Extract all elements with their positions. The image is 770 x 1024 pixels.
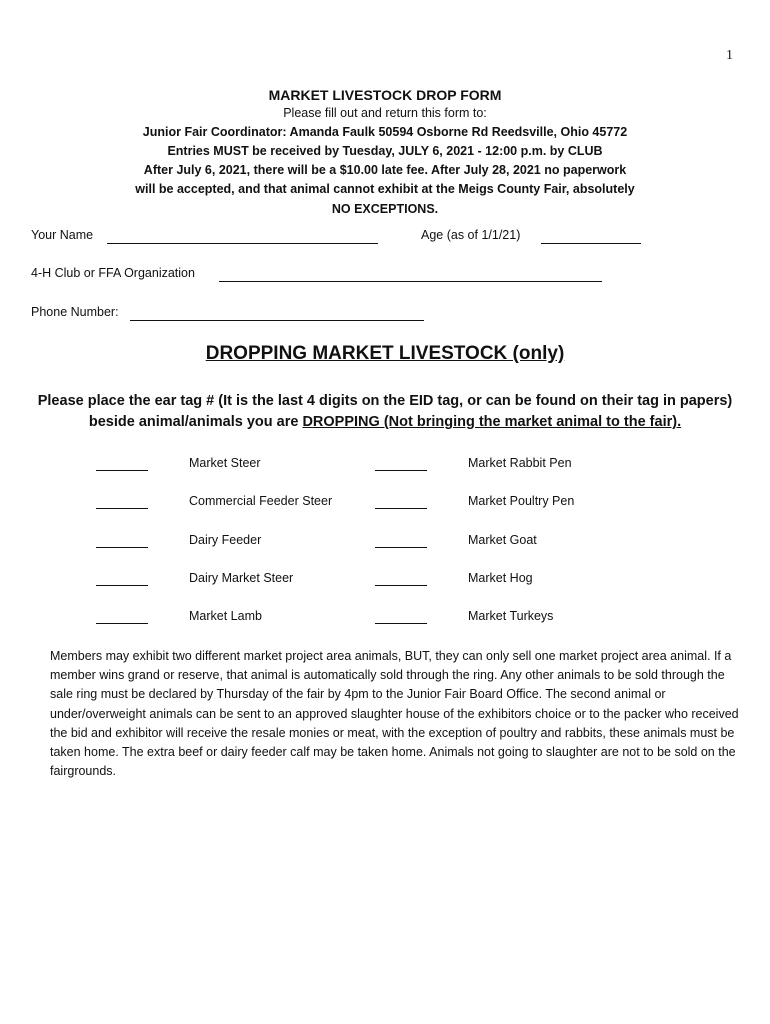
form-title: MARKET LIVESTOCK DROP FORM [268, 87, 502, 103]
ear-tag-field-market-hog[interactable] [375, 585, 427, 586]
animal-label-market-hog: Market Hog [468, 571, 533, 585]
page-number: 1 [726, 48, 733, 63]
ear-tag-field-market-steer[interactable] [96, 470, 148, 471]
animal-label-market-rabbit-pen: Market Rabbit Pen [468, 456, 572, 470]
animal-label-market-goat: Market Goat [468, 533, 537, 547]
animal-label-market-lamb: Market Lamb [189, 609, 262, 623]
late-fee-line: After July 6, 2021, there will be a $10.00 late fee. After July 28, 2021 no paperwork [143, 163, 627, 177]
ear-tag-field-market-rabbit-pen[interactable] [375, 470, 427, 471]
ear-tag-field-market-turkeys[interactable] [375, 623, 427, 624]
coordinator-line: Junior Fair Coordinator: Amanda Faulk 50594 Osborne Rd Reedsville, Ohio 45772 [142, 125, 628, 139]
phone-field[interactable] [130, 320, 424, 321]
acceptance-line: will be accepted, and that animal cannot exhibit at the Meigs County Fair, absolutely [135, 182, 635, 196]
ear-tag-field-market-goat[interactable] [375, 547, 427, 548]
club-label: 4-H Club or FFA Organization [31, 266, 195, 280]
animal-label-market-poultry-pen: Market Poultry Pen [468, 494, 575, 508]
name-field[interactable] [107, 243, 378, 244]
animal-label-commercial-feeder-steer: Commercial Feeder Steer [189, 494, 333, 508]
ear-tag-field-market-poultry-pen[interactable] [375, 508, 427, 509]
instructions [24, 391, 746, 433]
age-field[interactable] [541, 243, 641, 244]
phone-label: Phone Number: [31, 305, 119, 319]
form-subtitle: Please fill out and return this form to: [283, 106, 487, 120]
ear-tag-field-market-lamb[interactable] [96, 623, 148, 624]
ear-tag-field-dairy-feeder[interactable] [96, 547, 148, 548]
animal-label-dairy-feeder: Dairy Feeder [189, 533, 262, 547]
section-heading: DROPPING MARKET LIVESTOCK (only) [205, 343, 565, 364]
ear-tag-field-commercial-feeder-steer[interactable] [96, 508, 148, 509]
animal-label-market-steer: Market Steer [189, 456, 261, 470]
animal-label-dairy-market-steer: Dairy Market Steer [189, 571, 294, 585]
club-field[interactable] [219, 281, 602, 282]
name-label: Your Name [31, 228, 94, 242]
age-label: Age (as of 1/1/21) [421, 228, 521, 242]
instructions-text: Please place the ear tag # (It is the last 4 digits on the EID tag, or can be found on their tag in papers) beside animal/animals you are [37, 393, 733, 430]
animal-label-market-turkeys: Market Turkeys [468, 609, 554, 623]
instructions-emphasis: DROPPING (Not bringing the market animal to the fair). [302, 414, 682, 430]
ear-tag-field-dairy-market-steer[interactable] [96, 585, 148, 586]
no-exceptions-line: NO EXCEPTIONS. [331, 202, 439, 216]
rules-paragraph: Members may exhibit two different market project area animals, BUT, they can only sell one market project area animal. If a member wins grand or reserve, that animal is automatically sold through the ring. Any other animals to be sold through the sale ring must be declared by Thursday of the fair by 4pm to the Junior Fair Board Office. The second animal or under/overweight animals can be sent to an approved slaughter house of the exhibitors choice or to the packer who received the bid and exhibitor will receive the resale monies or meat, with the exception of poultry and rabbits, these animals must be taken home. The extra beef or dairy feeder calf may be taken home. Animals not going to slaughter are not to be sold on the fairgrounds. [50, 649, 739, 779]
deadline-line: Entries MUST be received by Tuesday, JULY 6, 2021 - 12:00 p.m. by CLUB [167, 144, 603, 158]
